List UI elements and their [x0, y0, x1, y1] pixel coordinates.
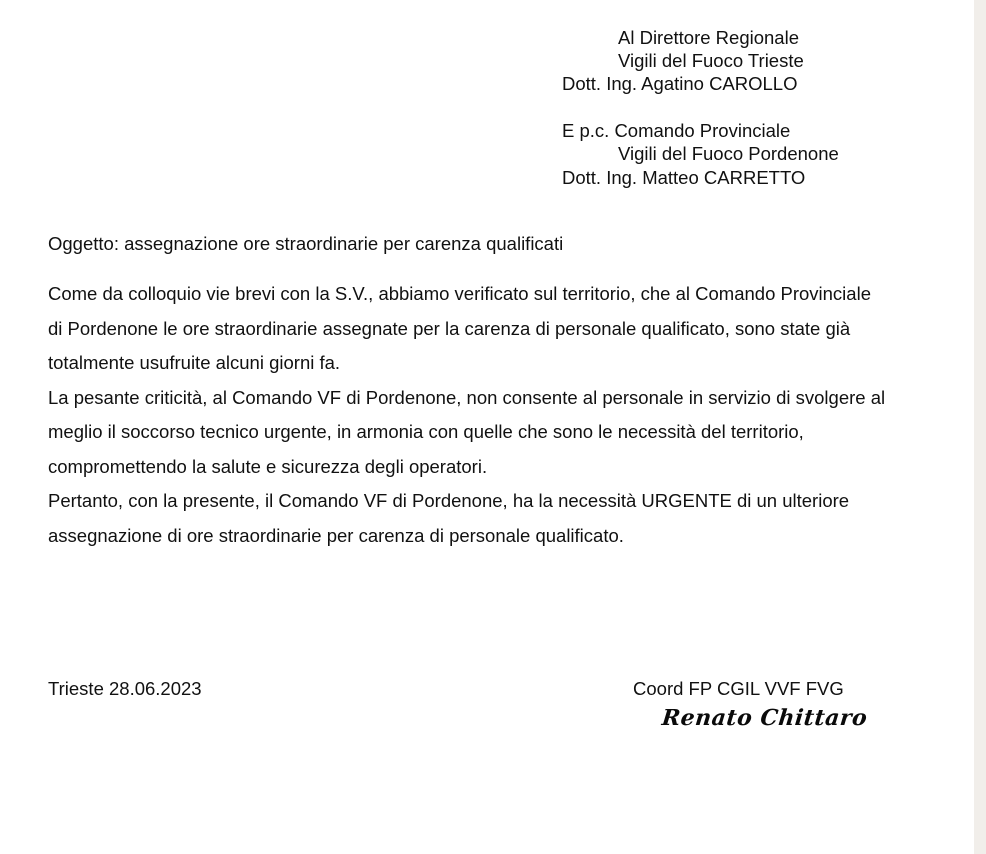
place-date: Trieste 28.06.2023 [48, 678, 202, 699]
cc-line-1: E p.c. Comando Provinciale [562, 120, 791, 141]
letter-body [48, 277, 928, 553]
body-line: assegnazione di ore straordinarie per carenza di personale qualificato. [48, 524, 624, 546]
body-line: totalmente usufruite alcuni giorni fa. [48, 352, 341, 373]
body-line: La pesante criticità, al Comando VF di Pordenone, non consente al personale in servizio di svolgere al [48, 386, 886, 408]
cc-line-2: Vigili del Fuoco Pordenone [618, 143, 839, 164]
body-line: Pertanto, con la presente, il Comando VF di Pordenone, ha la necessità URGENTE di un ulteriore [48, 490, 850, 511]
page-edge [974, 0, 986, 854]
cc-line-3: Dott. Ing. Matteo CARRETTO [562, 167, 806, 188]
body-line: Come da colloquio vie brevi con la S.V., abbiamo verificato sul territorio, che al Comando Provinciale [48, 283, 871, 304]
subject-line: Oggetto: assegnazione ore straordinarie per carenza qualificati [48, 233, 564, 254]
addressee-line-2: Vigili del Fuoco Trieste [618, 50, 804, 71]
body-line: meglio il soccorso tecnico urgente, in armonia con quelle che sono le necessità del territorio, [48, 421, 804, 442]
handwritten-signature: Renato Chittaro [660, 705, 869, 731]
addressee-line-1: Al Direttore Regionale [618, 27, 799, 48]
addressee-line-3: Dott. Ing. Agatino CAROLLO [562, 73, 798, 94]
body-line: di Pordenone le ore straordinarie assegnate per la carenza di personale qualificato, sono state già [48, 317, 851, 339]
body-line: compromettendo la salute e sicurezza degli operatori. [48, 455, 488, 477]
sender-name: Coord FP CGIL VVF FVG [633, 678, 844, 699]
